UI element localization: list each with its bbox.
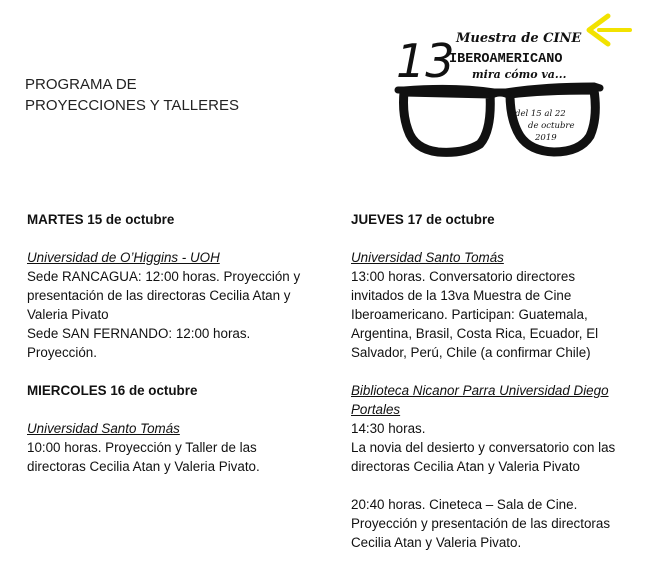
text-line: Sede RANCAGUA: 12:00 horas. Proyección y — [27, 269, 301, 284]
text-line: 10:00 horas. Proyección y Taller de las — [27, 440, 257, 455]
logo-number: 13 — [396, 34, 455, 88]
text-line: La novia del desierto y conversatorio con las — [351, 440, 616, 455]
heading-line-1: PROGRAMA DE — [25, 76, 137, 93]
text-line: Sede SAN FERNANDO: 12:00 horas. — [27, 326, 251, 341]
venue-santo-tomas: Universidad Santo Tomás — [27, 421, 180, 436]
text-line: 13:00 horas. Conversatorio directores — [351, 269, 576, 284]
day-heading-jueves: JUEVES 17 de octubre — [351, 212, 495, 227]
venue-santo-tomas: Universidad Santo Tomás — [351, 250, 504, 265]
venue-biblioteca-line-1: Biblioteca Nicanor Parra Universidad Diego — [351, 383, 609, 398]
text-line: Salvador, Perú, Chile (a confirmar Chile) — [351, 345, 591, 360]
text-line: Proyección y presentación de las directoras — [351, 516, 611, 531]
text-line: directoras Cecilia Atan y Valeria Pivato. — [27, 459, 260, 474]
text-line: Valeria Pivato — [27, 307, 109, 322]
festival-logo — [394, 6, 640, 158]
text-line: Cecilia Atan y Valeria Pivato. — [351, 535, 522, 550]
text-line: 20:40 horas. Cineteca – Sala de Cine. — [351, 497, 578, 512]
heading-line-2: PROYECCIONES Y TALLERES — [25, 97, 239, 114]
arrow-left-icon — [589, 16, 630, 44]
text-line: presentación de las directoras Cecilia Atan y — [27, 288, 291, 303]
left-column — [27, 210, 327, 476]
logo-dates-line-1: del 15 al 22 — [515, 109, 566, 119]
glasses-icon — [398, 86, 600, 152]
program-heading — [25, 74, 239, 116]
day-heading-martes: MARTES 15 de octubre — [27, 212, 175, 227]
logo-muestra: Muestra de CINE — [456, 31, 582, 46]
text-line: invitados de la 13va Muestra de Cine — [351, 288, 572, 303]
venue-biblioteca-line-2: Portales — [351, 402, 401, 417]
text-line: Iberoamericano. Participan: Guatemala, — [351, 307, 588, 322]
day-heading-miercoles: MIERCOLES 16 de octubre — [27, 383, 198, 398]
text-line: directoras Cecilia Atan y Valeria Pivato — [351, 459, 580, 474]
logo-ibero: IBEROAMERICANO — [449, 52, 563, 67]
text-line: Proyección. — [27, 345, 97, 360]
logo-dates-line-3: 2019 — [535, 133, 557, 143]
text-line: 14:30 horas. — [351, 421, 426, 436]
logo-tagline: mira cómo va... — [472, 68, 567, 81]
venue-uoh: Universidad de O’Higgins - UOH — [27, 250, 220, 265]
right-column — [351, 210, 651, 552]
text-line: Argentina, Brasil, Costa Rica, Ecuador, El — [351, 326, 599, 341]
logo-dates-line-2: de octubre — [528, 121, 575, 131]
